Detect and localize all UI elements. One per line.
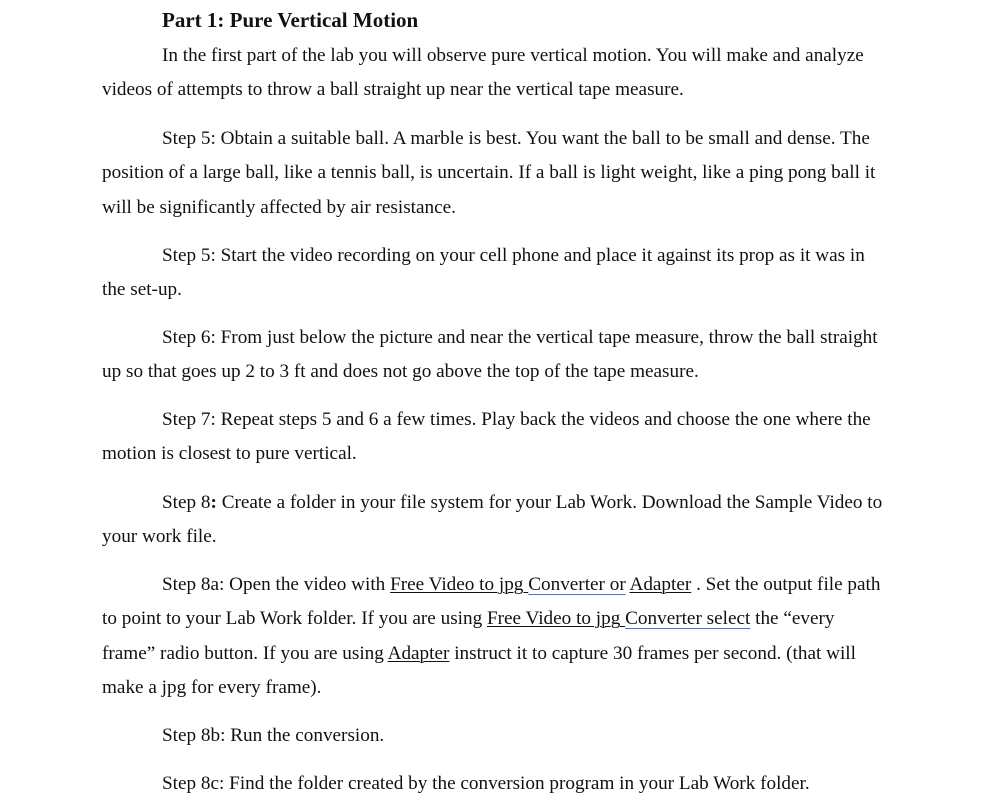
step-8-text: Create a folder in your file system for your Lab Work. Download the Sample Video to your work file.: [102, 492, 883, 548]
step-8-colon: :: [210, 492, 217, 513]
adapter-link[interactable]: Adapter: [629, 574, 692, 595]
step-6-paragraph: Step 6: From just below the picture and near the vertical tape measure, throw the ball straight up so that goes up 2 to 3 ft and does not go above the top of the tape measure.: [102, 327, 878, 383]
free-video-to-jpg-link-2[interactable]: Free Video to jpg: [486, 608, 626, 630]
step-8a-text-4: the “every frame” radio button. If you are using: [102, 608, 835, 664]
step-8a-text-3: . Set the output file path to point to your Lab Work folder. If you are using: [102, 574, 881, 630]
converter-or-link[interactable]: Converter or: [528, 574, 626, 595]
step-8c-paragraph: Step 8c: Find the folder created by the conversion program in your Lab Work folder.: [162, 773, 810, 793]
step-8-paragraph: [102, 486, 892, 555]
step-8a-text-5: instruct it to capture 30 frames per second. (that will make a jpg for every frame).: [102, 642, 856, 698]
free-video-to-jpg-link[interactable]: Free Video to jpg: [390, 574, 529, 595]
step-5-record-paragraph: Step 5: Start the video recording on your cell phone and place it against its prop as it was in the set-up.: [102, 245, 865, 301]
step-8a-paragraph: [102, 568, 892, 705]
step-8b-paragraph: Step 8b: Run the conversion.: [162, 725, 385, 746]
adapter-link-2[interactable]: Adapter: [387, 642, 450, 664]
step-7-paragraph: Step 7: Repeat steps 5 and 6 a few times. Play back the videos and choose the one where the motion is closest to pure vertical.: [102, 409, 871, 465]
step-8-label: Step 8: [162, 492, 211, 513]
section-heading: Part 1: Pure Vertical Motion: [162, 8, 419, 32]
converter-select-link[interactable]: Converter select: [625, 608, 751, 630]
intro-paragraph: In the first part of the lab you will observe pure vertical motion. You will make and analyze videos of attempts to throw a ball straight up near the vertical tape measure.: [102, 45, 864, 101]
step-8a-text-1: Step 8a: Open the video with: [162, 574, 391, 595]
step-5-ball-paragraph: Step 5: Obtain a suitable ball. A marble is best. You want the ball to be small and dense. The position of a large ball, like a tennis ball, is uncertain. If a ball is light weight, like a ping pong ball it will be significantly affected by air resistance.: [102, 128, 876, 218]
